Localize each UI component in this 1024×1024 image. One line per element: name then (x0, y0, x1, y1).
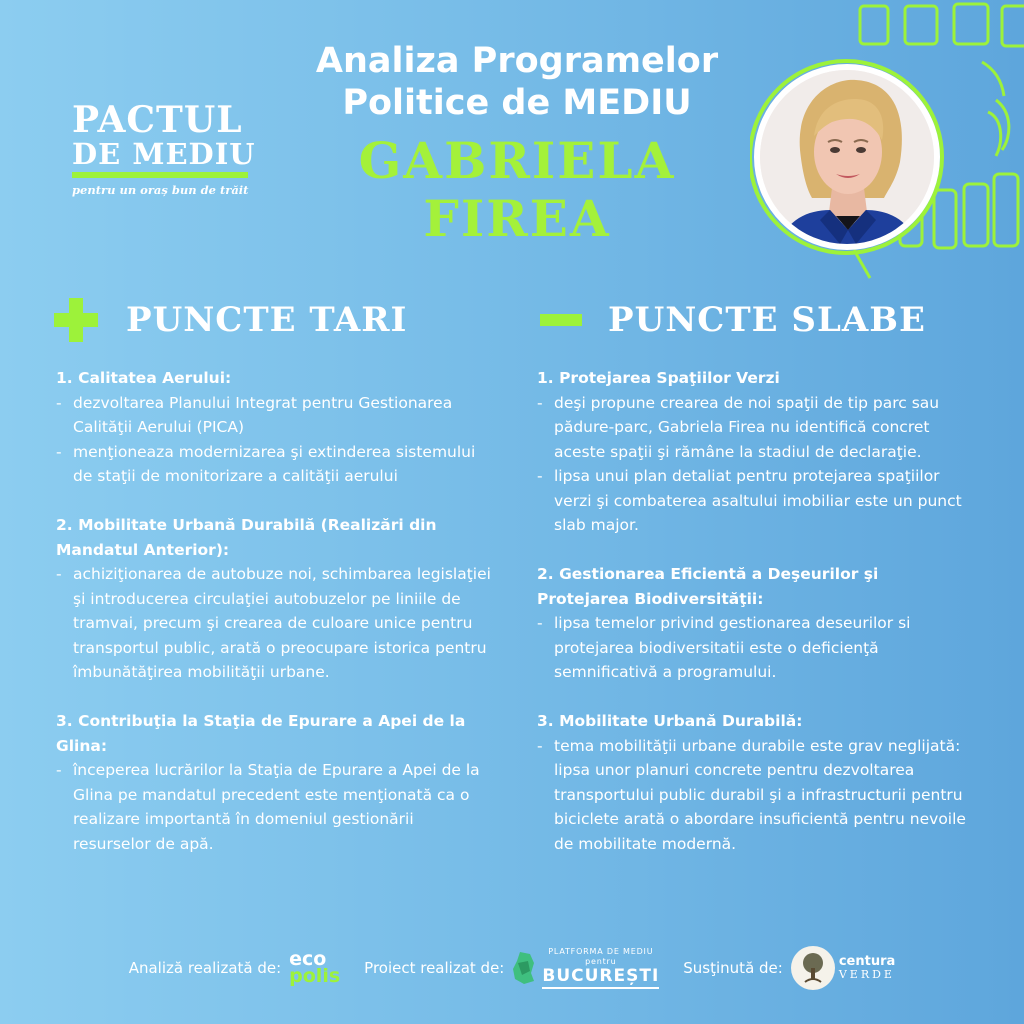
tree-icon (791, 946, 835, 990)
ecopolis-top: eco (289, 948, 327, 970)
bucharest-map-icon (512, 951, 536, 985)
weakness-item (537, 709, 967, 856)
weakness-item-title: 1. Protejarea Spaţiilor Verzi (537, 369, 780, 387)
weakness-item-title: 3. Mobilitate Urbană Durabilă: (537, 712, 803, 730)
strength-item (56, 709, 496, 856)
candidate-name-last: FIREA (423, 189, 611, 248)
logo-underline (72, 172, 248, 178)
platforma-de-mediu-logo (512, 947, 659, 989)
centura-top: centura (838, 954, 896, 969)
weakness-bullet: - lipsa unui plan detaliat pentru protejarea spaţiilor verzi şi combaterea asaltului imobiliar este un punct slab major. (537, 464, 967, 538)
pactul-de-mediu-logo (72, 99, 262, 197)
page-title (292, 40, 742, 248)
weakness-item-title: 2. Gestionarea Eficientă a Deşeurilor şi Protejarea Biodiversităţii: (537, 565, 879, 608)
candidate-portrait (754, 64, 940, 250)
support-credit (683, 946, 895, 990)
weakness-item (537, 562, 967, 685)
minus-icon (540, 314, 582, 326)
portrait-illustration (760, 70, 934, 244)
title-line-2: Politice de MEDIU (342, 83, 692, 123)
ecopolis-logo (289, 948, 341, 987)
strength-bullet: - menţioneaza modernizarea şi extinderea sistemului de staţii de monitorizare a calităţii aerului (56, 440, 496, 489)
logo-line-1: PACTUL (72, 99, 243, 141)
centura-verde-logo (791, 946, 895, 990)
strengths-heading (54, 290, 407, 350)
analysis-label: Analiză realizată de: (128, 959, 282, 977)
plus-icon (54, 298, 98, 342)
logo-tagline: pentru un oraș bun de trăit (72, 183, 249, 197)
support-label: Susţinută de: (683, 959, 783, 977)
analysis-credit (128, 948, 341, 987)
strength-item (56, 513, 496, 685)
footer-credits (0, 942, 1024, 994)
weaknesses-heading (540, 290, 926, 350)
strength-bullet: - începerea lucrărilor la Staţia de Epurare a Apei de la Glina pe mandatul precedent este menţionată ca o realizare importantă în domeniul gestionării resurselor de apă. (56, 758, 496, 856)
project-credit (364, 947, 659, 989)
strength-item-title: 2. Mobilitate Urbană Durabilă (Realizări din Mandatul Anterior): (56, 516, 437, 559)
strength-item (56, 366, 496, 489)
platforma-underline (542, 987, 659, 989)
strengths-list (56, 366, 496, 881)
centura-bottom: VERDE (838, 968, 895, 981)
strength-item-title: 1. Calitatea Aerului: (56, 369, 232, 387)
strength-item-title: 3. Contribuţia la Staţia de Epurare a Apei de la Glina: (56, 712, 466, 755)
platforma-small-1: PLATFORMA DE MEDIU (548, 947, 654, 956)
ecopolis-bottom: polis (289, 965, 341, 987)
logo-line-2: DE MEDIU (72, 137, 256, 171)
weakness-bullet: - lipsa temelor privind gestionarea deseurilor si protejarea biodiversitatii este o deficienţă semnificativă a programului. (537, 611, 967, 685)
weakness-bullet: - deşi propune crearea de noi spaţii de tip parc sau pădure-parc, Gabriela Firea nu identifică concret aceste spaţii şi rămâne la stadiul de declaraţie. (537, 391, 967, 465)
weakness-item (537, 366, 967, 538)
project-label: Proiect realizat de: (364, 959, 505, 977)
weakness-bullet: - tema mobilităţii urbane durabile este grav neglijată: lipsa unor planuri concrete pentru dezvoltarea transportului public durabil şi a infrastructurii pentru biciclete arată o abordare insuficientă pentru nevoile de mobilitate modernă. (537, 734, 967, 857)
title-line-1: Analiza Programelor (315, 41, 719, 81)
weaknesses-heading-label: PUNCTE SLABE (608, 300, 926, 340)
candidate-name-first: GABRIELA (358, 131, 676, 190)
strengths-heading-label: PUNCTE TARI (126, 300, 408, 340)
weaknesses-list (537, 366, 967, 881)
strength-bullet: - achiziţionarea de autobuze noi, schimbarea legislaţiei şi introducerea circulaţiei autobuzelor pe liniile de tramvai, precum şi crearea de culoare unice pentru transportul public, arată o preocupare istorica pentru îmbunătăţirea mobilităţii urbane. (56, 562, 496, 685)
platforma-big: BUCUREȘTI (542, 966, 660, 986)
strength-bullet: - dezvoltarea Planului Integrat pentru Gestionarea Calităţii Aerului (PICA) (56, 391, 496, 440)
platforma-small-2: pentru (585, 957, 617, 966)
